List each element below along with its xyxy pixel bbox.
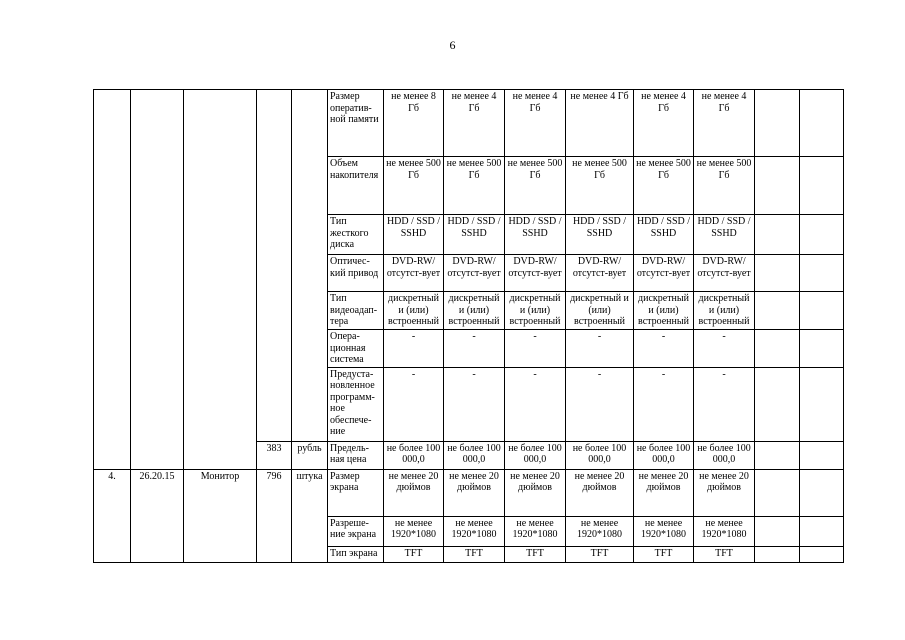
cell-empty <box>800 516 844 546</box>
cell-value: - <box>694 367 755 441</box>
cell-value: не менее 4 Гб <box>566 90 634 157</box>
cell-characteristic: Тип жесткого диска <box>328 215 384 255</box>
cell-code <box>257 90 292 442</box>
cell-value: не менее 500 Гб <box>566 157 634 215</box>
cell-value: не менее 1920*1080 <box>444 516 505 546</box>
cell-value: не менее 20 дюймов <box>505 469 566 516</box>
cell-code: 796 <box>257 469 292 562</box>
cell-empty <box>800 255 844 292</box>
cell-empty <box>755 255 800 292</box>
cell-characteristic: Предель-ная цена <box>328 441 384 469</box>
cell-value: - <box>566 330 634 368</box>
cell-value: не более 100 000,0 <box>694 441 755 469</box>
cell-num: 4. <box>94 469 131 562</box>
cell-empty <box>800 157 844 215</box>
cell-value: - <box>634 330 694 368</box>
cell-code: 383 <box>257 441 292 469</box>
cell-value: - <box>505 330 566 368</box>
cell-empty <box>755 516 800 546</box>
cell-value: не менее 4 Гб <box>634 90 694 157</box>
cell-value: TFT <box>505 546 566 562</box>
cell-characteristic: Размер экрана <box>328 469 384 516</box>
cell-value: TFT <box>634 546 694 562</box>
cell-value: не менее 20 дюймов <box>566 469 634 516</box>
cell-value: TFT <box>444 546 505 562</box>
cell-empty <box>800 367 844 441</box>
cell-unit: штука <box>292 469 328 562</box>
cell-value: - <box>566 367 634 441</box>
cell-value: HDD / SSD / SSHD <box>566 215 634 255</box>
cell-value: не менее 8 Гб <box>384 90 444 157</box>
cell-empty <box>800 469 844 516</box>
cell-value: не менее 20 дюймов <box>694 469 755 516</box>
cell-value: DVD-RW/отсутст-вует <box>505 255 566 292</box>
cell-value: HDD / SSD / SSHD <box>634 215 694 255</box>
cell-value: не менее 500 Гб <box>505 157 566 215</box>
cell-characteristic: Опера-ционная система <box>328 330 384 368</box>
cell-value: не менее 4 Гб <box>444 90 505 157</box>
cell-value: дискретный и (или) встроенный <box>566 292 634 330</box>
cell-value: HDD / SSD / SSHD <box>384 215 444 255</box>
cell-value: не менее 4 Гб <box>694 90 755 157</box>
cell-value: не менее 1920*1080 <box>694 516 755 546</box>
cell-empty <box>800 546 844 562</box>
cell-empty <box>755 441 800 469</box>
cell-value: не более 100 000,0 <box>444 441 505 469</box>
cell-value: - <box>634 367 694 441</box>
cell-empty <box>800 441 844 469</box>
cell-value: не более 100 000,0 <box>566 441 634 469</box>
cell-characteristic: Тип видеоадап-тера <box>328 292 384 330</box>
cell-empty <box>755 469 800 516</box>
cell-value: DVD-RW/отсутст-вует <box>566 255 634 292</box>
cell-empty <box>755 157 800 215</box>
cell-value: дискретный и (или) встроенный <box>634 292 694 330</box>
cell-value: не менее 1920*1080 <box>505 516 566 546</box>
cell-value: - <box>384 330 444 368</box>
cell-value: - <box>694 330 755 368</box>
cell-empty <box>755 330 800 368</box>
cell-characteristic: Объем накопителя <box>328 157 384 215</box>
cell-value: не менее 500 Гб <box>384 157 444 215</box>
cell-value: HDD / SSD / SSHD <box>694 215 755 255</box>
cell-value: не более 100 000,0 <box>505 441 566 469</box>
cell-value: - <box>444 330 505 368</box>
cell-name: Монитор <box>184 469 257 562</box>
cell-characteristic: Тип экрана <box>328 546 384 562</box>
cell-empty <box>755 215 800 255</box>
cell-value: DVD-RW/отсутст-вует <box>634 255 694 292</box>
cell-value: TFT <box>694 546 755 562</box>
cell-value: HDD / SSD / SSHD <box>444 215 505 255</box>
cell-value: DVD-RW/отсутст-вует <box>384 255 444 292</box>
cell-empty <box>755 292 800 330</box>
cell-value: не менее 500 Гб <box>694 157 755 215</box>
cell-empty <box>800 90 844 157</box>
cell-empty <box>755 90 800 157</box>
cell-name <box>184 90 257 470</box>
cell-characteristic: Оптичес-кий привод <box>328 255 384 292</box>
cell-okpd: 26.20.15 <box>131 469 184 562</box>
cell-empty <box>800 330 844 368</box>
cell-value: не более 100 000,0 <box>384 441 444 469</box>
page-number: 6 <box>449 38 456 52</box>
cell-unit <box>292 90 328 442</box>
cell-value: не более 100 000,0 <box>634 441 694 469</box>
cell-unit: рубль <box>292 441 328 469</box>
cell-value: не менее 1920*1080 <box>634 516 694 546</box>
cell-value: не менее 20 дюймов <box>634 469 694 516</box>
specification-table <box>93 89 844 563</box>
cell-value: не менее 500 Гб <box>634 157 694 215</box>
cell-value: не менее 20 дюймов <box>444 469 505 516</box>
cell-value: дискретный и (или) встроенный <box>384 292 444 330</box>
cell-characteristic: Предуста-новленное программ-ное обеспече-ние <box>328 367 384 441</box>
cell-value: не менее 500 Гб <box>444 157 505 215</box>
table-row <box>94 90 844 157</box>
cell-num <box>94 90 131 470</box>
cell-value: - <box>384 367 444 441</box>
cell-value: DVD-RW/отсутст-вует <box>444 255 505 292</box>
cell-empty <box>800 292 844 330</box>
cell-value: TFT <box>384 546 444 562</box>
cell-value: - <box>505 367 566 441</box>
cell-characteristic: Разреше-ние экрана <box>328 516 384 546</box>
cell-value: не менее 1920*1080 <box>384 516 444 546</box>
table-row <box>94 469 844 516</box>
cell-empty <box>755 367 800 441</box>
cell-value: DVD-RW/отсутст-вует <box>694 255 755 292</box>
cell-value: HDD / SSD / SSHD <box>505 215 566 255</box>
cell-value: - <box>444 367 505 441</box>
table-body <box>94 90 844 563</box>
cell-value: не менее 4 Гб <box>505 90 566 157</box>
cell-characteristic: Размер оператив-ной памяти <box>328 90 384 157</box>
cell-okpd <box>131 90 184 470</box>
cell-value: дискретный и (или) встроенный <box>444 292 505 330</box>
cell-value: не менее 20 дюймов <box>384 469 444 516</box>
cell-empty <box>800 215 844 255</box>
cell-empty <box>755 546 800 562</box>
cell-value: TFT <box>566 546 634 562</box>
cell-value: дискретный и (или) встроенный <box>694 292 755 330</box>
cell-value: дискретный и (или) встроенный <box>505 292 566 330</box>
cell-value: не менее 1920*1080 <box>566 516 634 546</box>
